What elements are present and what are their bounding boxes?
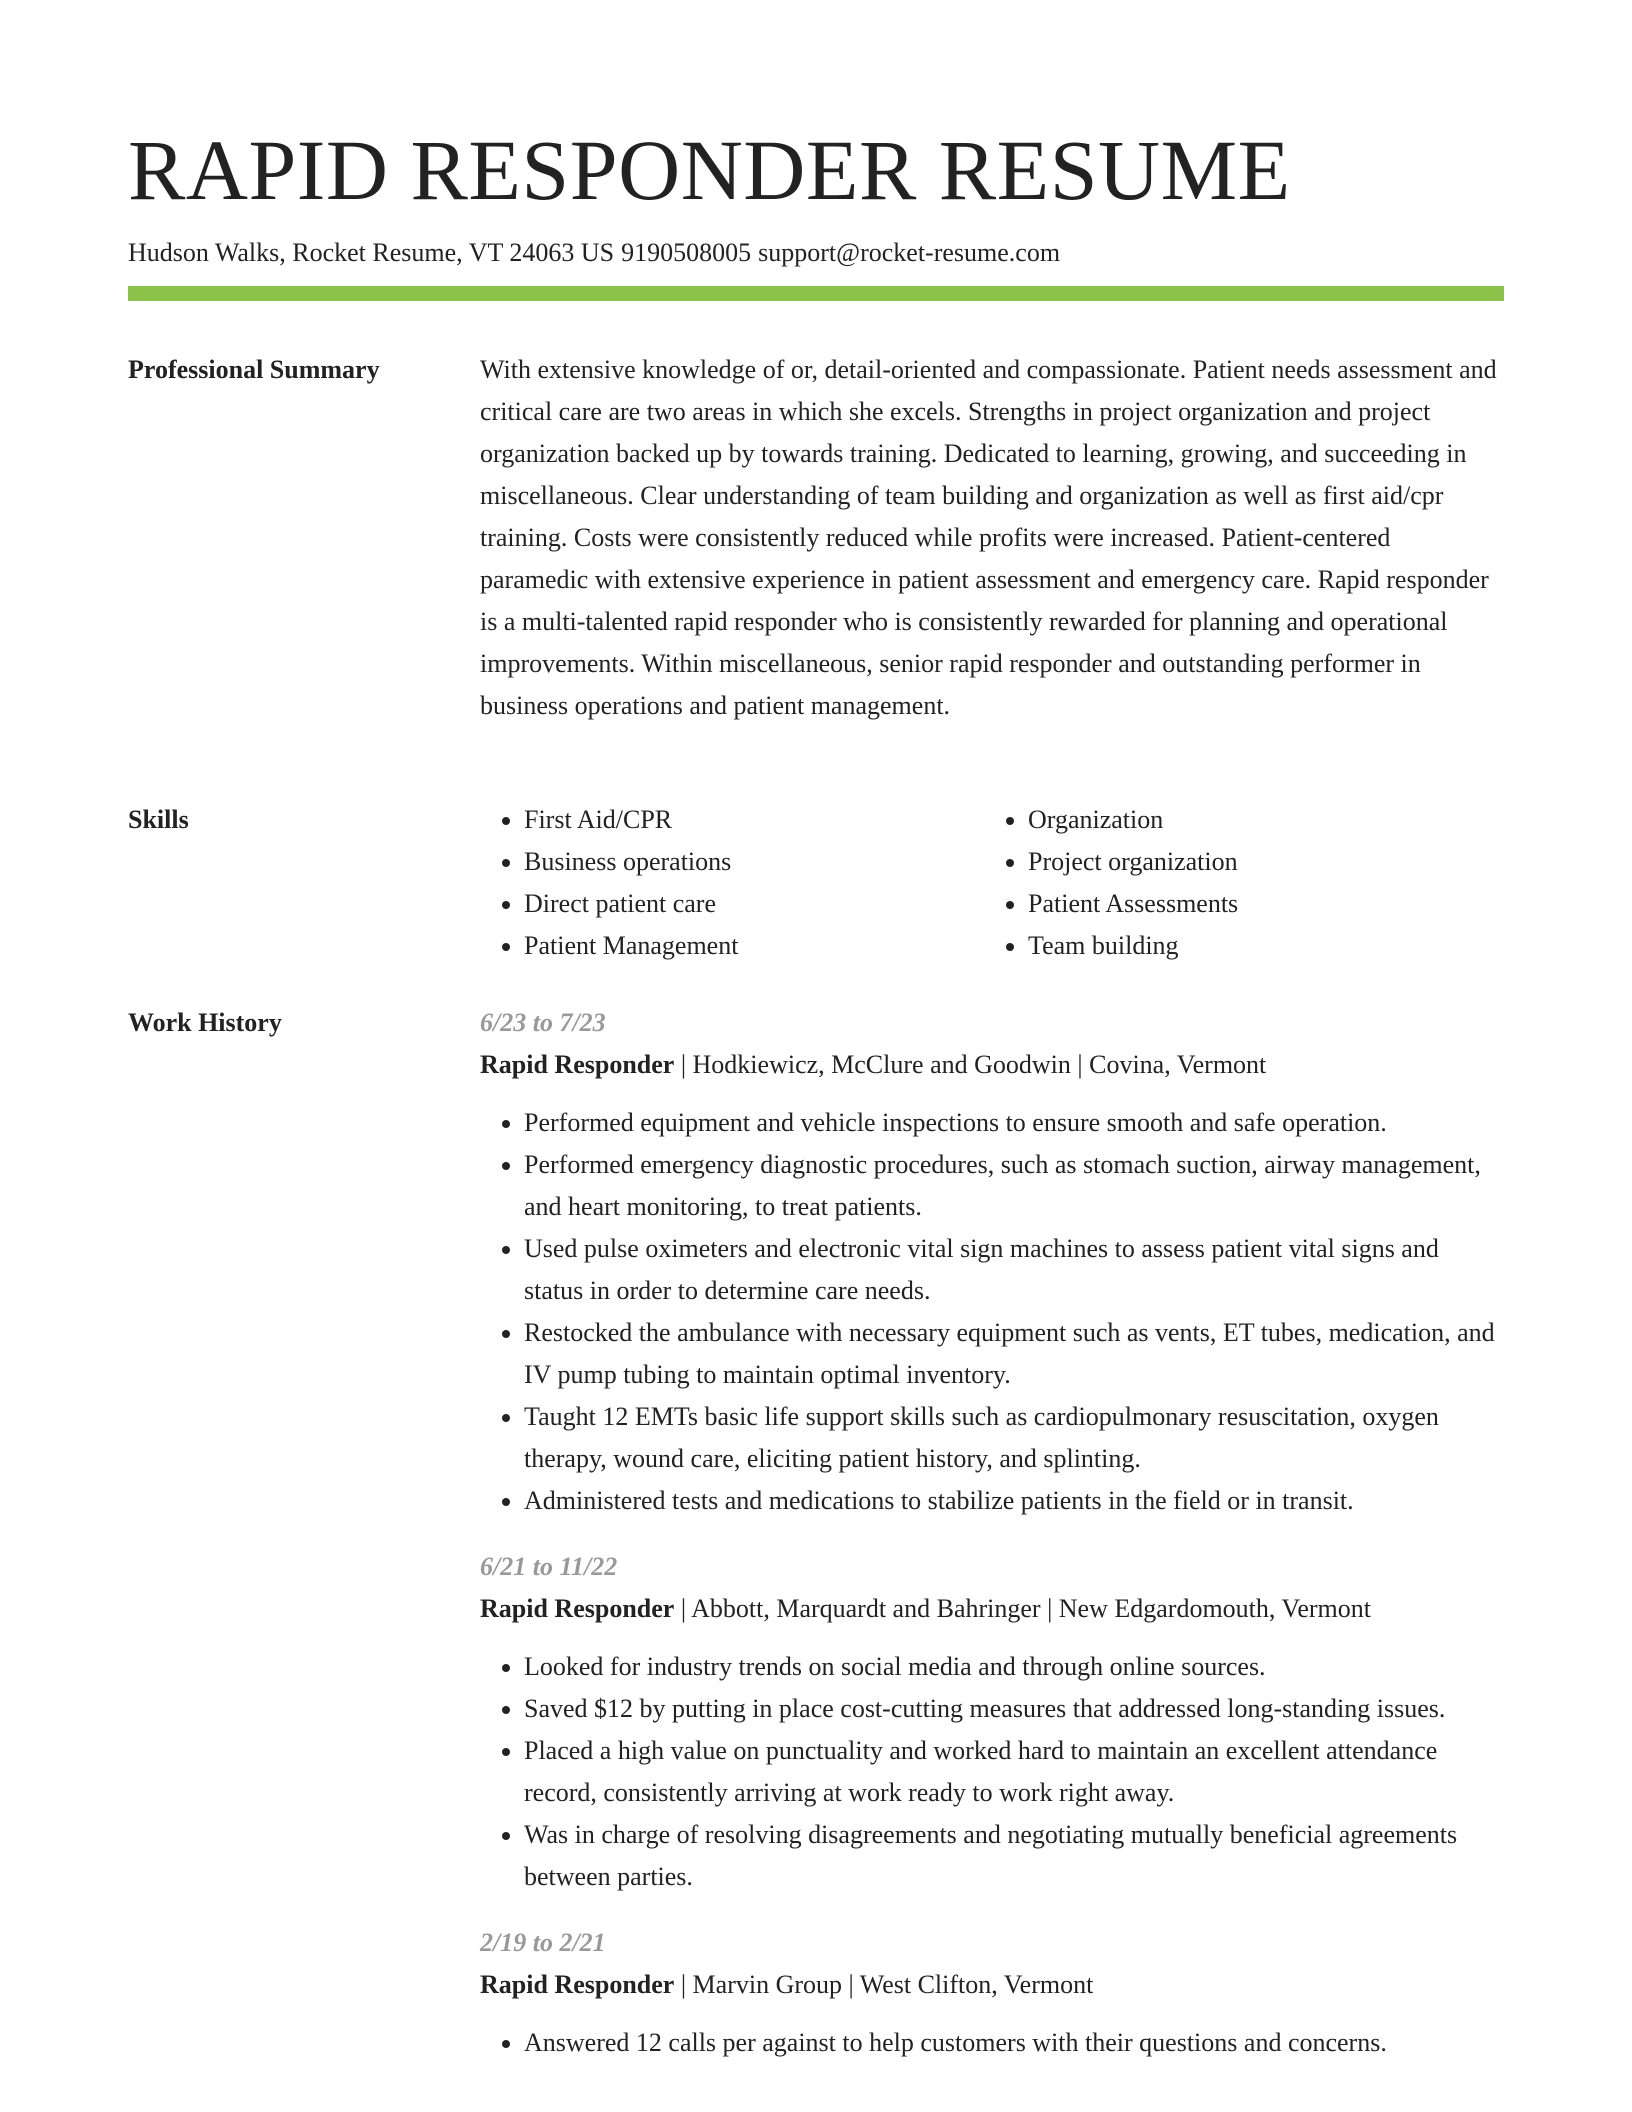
skill-item: • Team building <box>1028 925 1488 967</box>
job-details: | Abbott, Marquardt and Bahringer | New Edgardomouth, Vermont <box>674 1594 1371 1623</box>
skills-column-left <box>480 799 984 967</box>
skill-item: • Patient Management <box>524 925 984 967</box>
job-bullet: • Performed equipment and vehicle inspections to ensure smooth and safe operation. <box>524 1102 1504 1144</box>
job-bullet: • Placed a high value on punctuality and worked hard to maintain an excellent attendance record, consistently arriving at work ready to work right away. <box>524 1730 1504 1814</box>
job-bullet: • Was in charge of resolving disagreements and negotiating mutually beneficial agreements between parties. <box>524 1814 1504 1898</box>
job-bullet: • Looked for industry trends on social media and through online sources. <box>524 1646 1504 1688</box>
header-divider <box>128 286 1504 301</box>
job-bullet: • Taught 12 EMTs basic life support skills such as cardiopulmonary resuscitation, oxygen therapy, wound care, eliciting patient history, and splinting. <box>524 1396 1504 1480</box>
job-role: Rapid Responder <box>480 1970 675 1999</box>
job-bullet: • Used pulse oximeters and electronic vital sign machines to assess patient vital signs and status in order to determine care needs. <box>524 1228 1504 1312</box>
skill-item: • Direct patient care <box>524 883 984 925</box>
summary-text: With extensive knowledge of or, detail-oriented and compassionate. Patient needs assessment and critical care are two areas in which she excels. Strengths in project organization and project organization backed up by towards training. Dedicated to learning, growing, and succeeding in miscellaneous. Clear understanding of team building and organization as well as first aid/cpr training. Costs were consistently reduced while profits were increased. Patient-centered paramedic with extensive experience in patient assessment and emergency care. Rapid responder is a multi-talented rapid responder who is consistently rewarded for planning and operational improvements. Within miscellaneous, senior rapid responder and outstanding performer in business operations and patient management. <box>480 355 1497 720</box>
work-history-title: Work History <box>128 1008 282 1037</box>
job-dates: 6/21 to 11/22 <box>480 1552 618 1581</box>
job-bullet: • Saved $12 by putting in place cost-cutting measures that addressed long-standing issues. <box>524 1688 1504 1730</box>
job-entry <box>480 1002 1504 1522</box>
job-bullets <box>480 2022 1504 2064</box>
job-bullet: • Performed emergency diagnostic procedures, such as stomach suction, airway management, and heart monitoring, to treat patients. <box>524 1144 1504 1228</box>
skills-title: Skills <box>128 805 189 834</box>
job-entry <box>480 1546 1504 1898</box>
job-bullet: • Answered 12 calls per against to help customers with their questions and concerns. <box>524 2022 1504 2064</box>
page-title: RAPID RESPONDER RESUME <box>128 122 1291 218</box>
job-bullets <box>480 1646 1504 1898</box>
contact-address: Hudson Walks, Rocket Resume, VT 24063 US <box>128 238 615 267</box>
work-history-body <box>480 1002 1504 2088</box>
job-details: | Hodkiewicz, McClure and Goodwin | Covina, Vermont <box>674 1050 1267 1079</box>
resume-header <box>128 118 1504 270</box>
skill-item: • Project organization <box>1028 841 1488 883</box>
job-role: Rapid Responder <box>480 1050 675 1079</box>
contact-email: support@rocket-resume.com <box>758 238 1061 267</box>
job-dates: 2/19 to 2/21 <box>480 1928 606 1957</box>
job-details: | Marvin Group | West Clifton, Vermont <box>674 1970 1094 1999</box>
skill-item: • Business operations <box>524 841 984 883</box>
job-heading <box>480 1964 1504 2006</box>
skill-item: • Patient Assessments <box>1028 883 1488 925</box>
job-bullets <box>480 1102 1504 1522</box>
job-bullet: • Restocked the ambulance with necessary equipment such as vents, ET tubes, medication, and IV pump tubing to maintain optimal inventory. <box>524 1312 1504 1396</box>
job-dates: 6/23 to 7/23 <box>480 1008 606 1037</box>
job-heading <box>480 1588 1504 1630</box>
job-entry <box>480 1922 1504 2064</box>
job-role: Rapid Responder <box>480 1594 675 1623</box>
skills-column-right <box>984 799 1488 967</box>
summary-title: Professional Summary <box>128 355 380 384</box>
summary-body <box>480 349 1504 727</box>
job-bullet: • Administered tests and medications to stabilize patients in the field or in transit. <box>524 1480 1504 1522</box>
contact-line <box>128 236 1504 270</box>
skill-item: • Organization <box>1028 799 1488 841</box>
contact-phone: 9190508005 <box>621 238 752 267</box>
job-heading <box>480 1044 1504 1086</box>
skills-list <box>480 799 1504 967</box>
skill-item: • First Aid/CPR <box>524 799 984 841</box>
